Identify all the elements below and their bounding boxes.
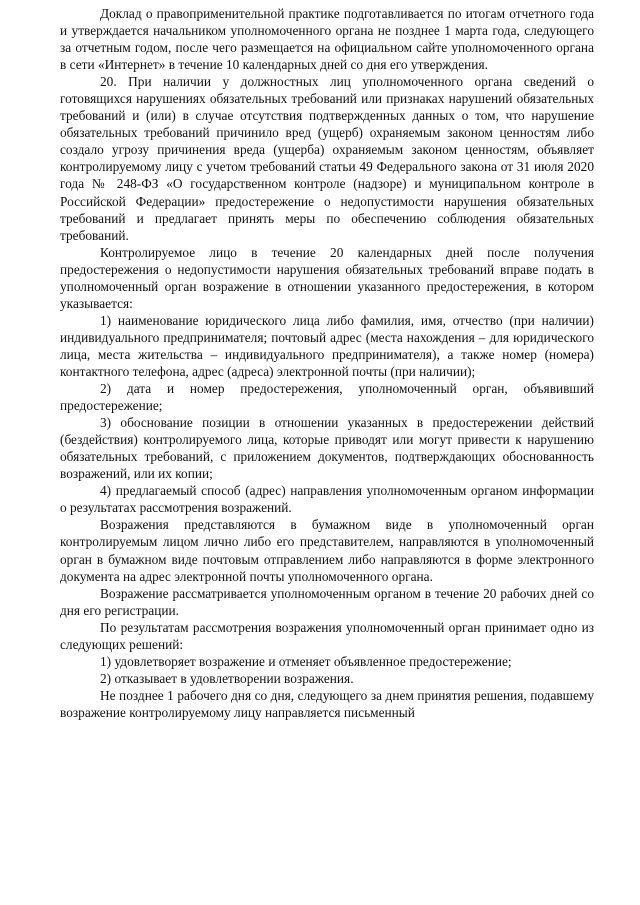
list-item-3: 3) обоснование позиции в отношении указанных в предостережении действий (бездействия) контролируемого лица, которые приводят или могут привести к нарушению обязательных требований, с приложением документов, подтверждающих обоснованность возражений, или их копии; <box>60 415 594 482</box>
list-item-2: 2) дата и номер предостережения, уполномоченный орган, объявивший предостережение; <box>60 381 594 414</box>
paragraph-objection-review: Возражение рассматривается уполномоченным органом в течение 20 рабочих дней со дня его регистрации. <box>60 585 594 618</box>
decision-item-1: 1) удовлетворяет возражение и отменяет объявленное предостережение; <box>100 653 512 669</box>
paragraph-item-20: 20. При наличии у должностных лиц уполномоченного органа сведений о готовящихся нарушениях обязательных требований или признаках нарушений обязательных требований и (или) в случае отсутствия подтвержденных данных о том, что нарушение обязательных требований причинило вред (ущерб) охраняемым законом ценностям либо создало угрозу причинения вреда (ущерба) охраняемым законом ценностям, объявляет контролируемому лицу с учетом требований статьи 49 Федерального закона от 31 июля 2020 года № 248-ФЗ «О государственном контроле (надзоре) и муниципальном контроле в Российской Федерации» предостережение о недопустимости нарушения обязательных требований и предлагает принять меры по обеспечению соблюдения обязательных требований. <box>60 74 594 243</box>
document-body <box>60 5 594 721</box>
paragraph-objection-right: Контролируемое лицо в течение 20 календарных дней после получения предостережения о недопустимости нарушения обязательных требований вправе подать в уполномоченный орган возражение в отношении указанного предостережения, в котором указывается: <box>60 244 594 311</box>
paragraph-review-results: По результатам рассмотрения возражения уполномоченный орган принимает одно из следующих решений: <box>60 619 594 652</box>
paragraph-objection-submission: Возражения представляются в бумажном виде в уполномоченный орган контролируемым лицом лично либо его представителем, направляются в уполномоченный орган в бумажном виде почтовым отправлением либо направляются в форме электронного документа на адрес электронной почты уполномоченного органа. <box>60 517 594 584</box>
list-item-4: 4) предлагаемый способ (адрес) направления уполномоченным органом информации о результатах рассмотрения возражений. <box>60 483 594 516</box>
paragraph-notification: Не позднее 1 рабочего дня со дня, следующего за днем принятия решения, подавшему возражение контролируемому лицу направляется письменный <box>60 687 594 720</box>
list-item-1: 1) наименование юридического лица либо фамилия, имя, отчество (при наличии) индивидуального предпринимателя; почтовый адрес (места нахождения – для юридического лица, места жительства – индивидуального предпринимателя), а также номер (номера) контактного телефона, адрес (адреса) электронной почты (при наличии); <box>60 312 594 379</box>
paragraph-practice-report: Доклад о правоприменительной практике подготавливается по итогам отчетного года и утверждается начальником уполномоченного органа не позднее 1 марта года, следующего за отчетным годом, после чего размещается на официальном сайте уполномоченного органа в сети «Интернет» в течение 10 календарных дней со дня его утверждения. <box>60 6 594 73</box>
decision-item-2: 2) отказывает в удовлетворении возражения. <box>100 670 354 686</box>
